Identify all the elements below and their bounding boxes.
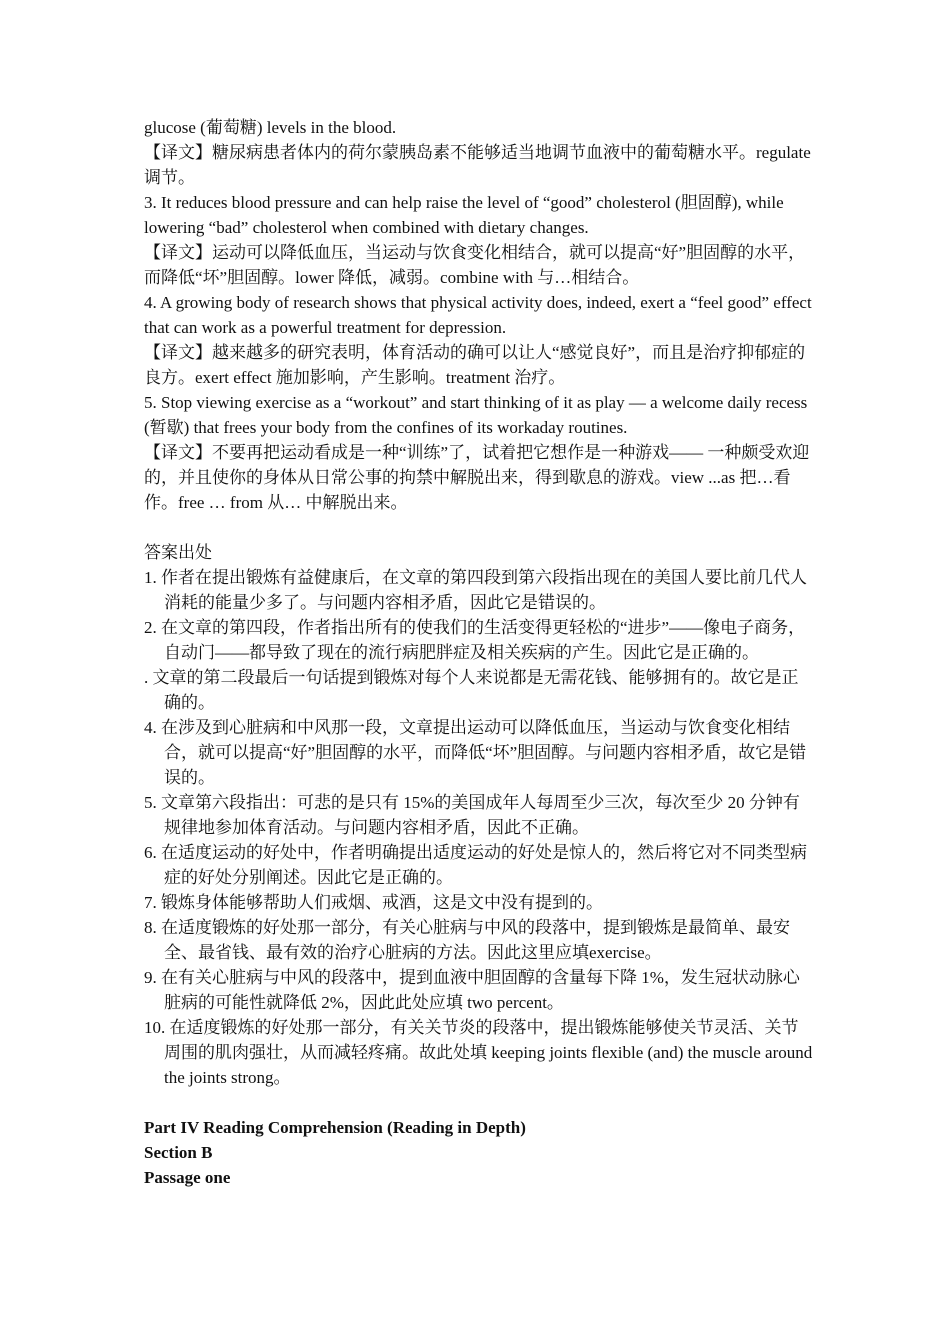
answer-item: 5. 文章第六段指出：可悲的是只有 15%的美国成年人每周至少三次，每次至少 20 分钟有规律地参加体育活动。与问题内容相矛盾，因此不正确。: [144, 793, 800, 837]
answer-item: 10. 在适度锻炼的好处那一部分，有关关节炎的段落中，提出锻炼能够使关节灵活、关节周围的肌肉强壮，从而减轻疼痛。故此处填 keeping joints flexible (and) the muscle around the joints strong。: [144, 1018, 813, 1087]
answer-item: 8. 在适度锻炼的好处那一部分，有关心脏病与中风的段落中，提到锻炼是最简单、最安全、最省钱、最有效的治疗心脏病的方法。因此这里应填exercise。: [144, 918, 790, 962]
answer-item: 6. 在适度运动的好处中，作者明确提出适度运动的好处是惊人的，然后将它对不同类型病症的好处分别阐述。因此它是正确的。: [144, 843, 807, 887]
sentence-4: 4. A growing body of research shows that physical activity does, indeed, exert a “feel good” effect that can work as a powerful treatment for depression.: [144, 293, 812, 337]
document-page: [144, 115, 814, 1190]
answer-item: . 文章的第二段最后一句话提到锻炼对每个人来说都是无需花钱、能够拥有的。故它是正确的。: [144, 668, 799, 712]
sentence-5: 5. Stop viewing exercise as a “workout” and start thinking of it as play — a welcome daily recess (暂歇) that frees your body from the confines of its workaday routines.: [144, 393, 808, 437]
translation-paragraph: 【译文】越来越多的研究表明，体育活动的确可以让人“感觉良好”，而且是治疗抑郁症的良方。exert effect 施加影响，产生影响。treatment 治疗。: [144, 343, 806, 387]
text-line: glucose (葡萄糖) levels in the blood.: [144, 118, 397, 137]
translation-paragraph: 【译文】糖尿病患者体内的荷尔蒙胰岛素不能够适当地调节血液中的葡萄糖水平。regulate 调节。: [144, 143, 811, 187]
answer-item: 1. 作者在提出锻炼有益健康后，在文章的第四段到第六段指出现在的美国人要比前几代人消耗的能量少多了。与问题内容相矛盾，因此它是错误的。: [144, 568, 807, 612]
sentence-3: 3. It reduces blood pressure and can help raise the level of “good” cholesterol (胆固醇), while lowering “bad” cholesterol when combined with dietary changes.: [144, 193, 784, 237]
answers-heading: 答案出处: [144, 543, 212, 562]
spacer: [144, 515, 814, 540]
answer-item: 2. 在文章的第四段，作者指出所有的使我们的生活变得更轻松的“进步”——像电子商务，自动门——都导致了现在的流行病肥胖症及相关疾病的产生。因此它是正确的。: [144, 618, 806, 662]
spacer: [144, 1090, 814, 1115]
section-heading: Section B: [144, 1143, 213, 1162]
translation-paragraph: 【译文】运动可以降低血压，当运动与饮食变化相结合，就可以提高“好”胆固醇的水平，而降低“坏”胆固醇。lower 降低，减弱。combine with 与…相结合。: [144, 243, 806, 287]
translation-paragraph: 【译文】不要再把运动看成是一种“训练”了，试着把它想作是一种游戏—— 一种颇受欢迎的，并且使你的身体从日常公事的拘禁中解脱出来，得到歇息的游戏。view ...as 把…看作。free … from 从… 中解脱出来。: [144, 443, 810, 512]
passage-heading: Passage one: [144, 1168, 231, 1187]
part-heading: Part IV Reading Comprehension (Reading in Depth): [144, 1118, 526, 1137]
answer-item: 7. 锻炼身体能够帮助人们戒烟、戒酒，这是文中没有提到的。: [144, 893, 603, 912]
answer-item: 9. 在有关心脏病与中风的段落中，提到血液中胆固醇的含量每下降 1%，发生冠状动脉心脏病的可能性就降低 2%，因此此处应填 two percent。: [144, 968, 800, 1012]
answer-item: 4. 在涉及到心脏病和中风那一段，文章提出运动可以降低血压，当运动与饮食变化相结合，就可以提高“好”胆固醇的水平，而降低“坏”胆固醇。与问题内容相矛盾，故它是错误的。: [144, 718, 807, 787]
